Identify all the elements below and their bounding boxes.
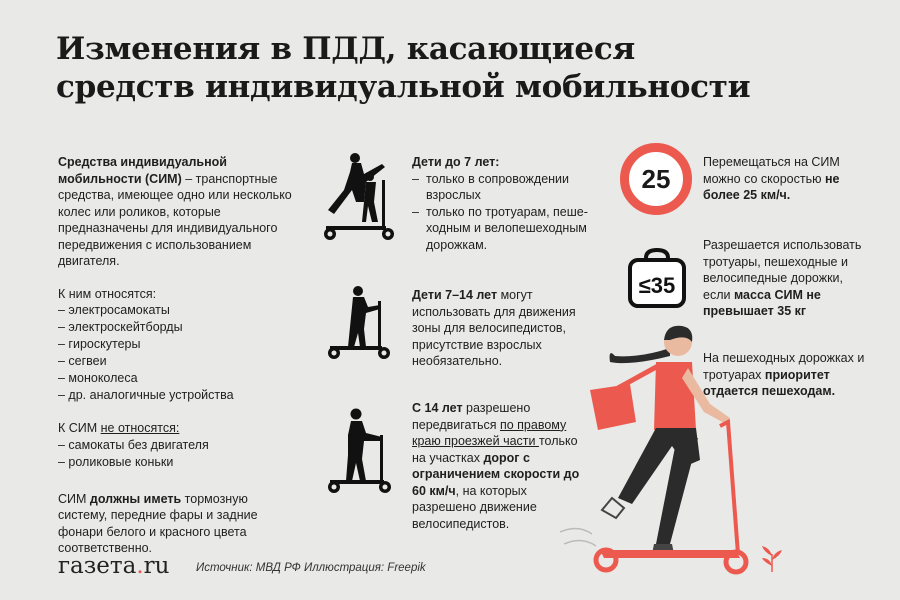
list-item: – моноколеса (58, 371, 138, 385)
weight-text: Разрешается использовать тротуары, пешеходные и велосипедные дорожки, если масса СИМ не превышает 35 кг (703, 238, 862, 318)
plant-decoration-icon (760, 546, 784, 574)
priority-text: На пешеходных дорожках и тротуарах приоритет отдается пешеходам. (703, 351, 865, 398)
kids-under-7-block: Дети до 7 лет: – только в сопровождении взрослых – только по тротуарам, пеше-ходным и велопешеходным дорожкам. (412, 154, 592, 253)
over-14-block: С 14 лет разрешено передвигаться по правому краю проезжей части только на участках дорог с ограничением скорости до 60 км/ч, на которых разрешено движение велосипедистов. (412, 401, 580, 531)
includes-list (58, 302, 298, 404)
weight-sign-text: ≤35 (638, 273, 676, 298)
woman-on-scooter-illustration (560, 318, 770, 583)
kids-under-7-item: – только в сопровождении взрослых (412, 171, 592, 204)
list-item: – роликовые коньки (58, 454, 174, 469)
list-item: – сегвеи (58, 354, 107, 368)
list-item: – др. аналогичные устройства (58, 388, 234, 402)
list-item: – гироскутеры (58, 337, 141, 351)
speed-text: Перемещаться на СИМ можно со скоростью не более 25 км/ч. (703, 155, 840, 202)
equipment-paragraph: СИМ должны иметь тормозную систему, передние фары и задние фонари белого и красного цвета соответственно. (58, 491, 258, 555)
page-title: Изменения в ПДД, касающиеся средств индивидуальной мобильности (56, 31, 751, 105)
source-caption: Источник: МВД РФ Иллюстрация: Freepik (196, 562, 426, 574)
teen-scooter-illustration (322, 283, 398, 363)
kids-7-14-block: Дети 7–14 лет могут использовать для движения зоны для велосипедистов, присутствие взрослых необязательно. (412, 288, 576, 368)
list-item: – электросамокаты (58, 303, 170, 317)
gazeta-logo: газета.ru (58, 553, 170, 579)
includes-block: К ним относятся: – электросамокаты – электроскейтборды – гироскутеры – сегвеи – моноколеса – др. аналогичные устройства (58, 286, 298, 405)
excludes-list (58, 437, 298, 471)
adult-and-child-scooter-illustration (312, 150, 402, 246)
definition-paragraph: Средства индивидуальной мобильности (СИМ) – транспортные средства, имеющее одно или несколько колес или роликов, которые предназначены для индивидуального передвижения с использованием двигателя. (58, 155, 292, 268)
kids-under-7-item: – только по тротуарам, пеше-ходным и велопешеходным дорожкам. (412, 204, 592, 254)
adult-scooter-illustration (322, 405, 398, 497)
speed-limit-sign-icon: 25 (620, 143, 692, 215)
excludes-block: К СИМ не относятся: – самокаты без двигателя – роликовые коньки (58, 420, 298, 471)
left-column (58, 154, 298, 573)
weight-icon (624, 246, 690, 310)
list-item: – электроскейтборды (58, 320, 183, 334)
list-item: – самокаты без двигателя (58, 437, 209, 452)
